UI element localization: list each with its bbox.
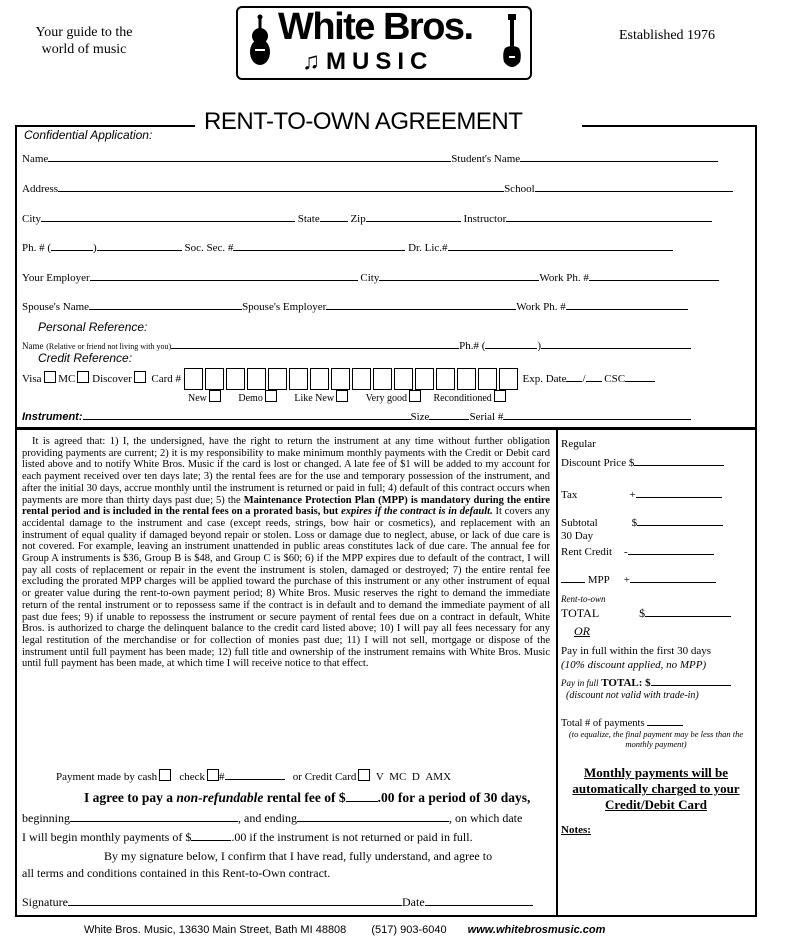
serial-field[interactable] xyxy=(503,408,691,420)
tax-row xyxy=(561,486,722,501)
csc-field[interactable] xyxy=(625,370,655,382)
tagline-line2: world of music xyxy=(41,42,127,57)
confidential-heading: Confidential Application: xyxy=(24,128,153,142)
num-payments-field[interactable] xyxy=(647,714,683,726)
payment-method-row xyxy=(56,768,451,783)
agree-text-c: rental fee of $ xyxy=(263,790,346,805)
spouse-work-ph-field[interactable] xyxy=(566,298,688,310)
card-digit[interactable] xyxy=(184,368,203,390)
tax-field[interactable] xyxy=(636,486,722,498)
student-name-field[interactable] xyxy=(520,150,718,162)
card-digit[interactable] xyxy=(394,368,413,390)
pif-total-row xyxy=(561,674,731,689)
label-notes: Notes: xyxy=(561,824,591,836)
label-amx: AMX xyxy=(425,771,452,783)
label-spouse-employer: Spouse's Employer xyxy=(242,301,327,313)
label-instructor: Instructor xyxy=(463,213,507,225)
tax-plus: + xyxy=(629,489,636,501)
mc-checkbox[interactable] xyxy=(77,371,89,383)
mpp-field[interactable] xyxy=(630,571,716,583)
label-num-payments: Total # of payments xyxy=(561,718,645,729)
card-digit[interactable] xyxy=(205,368,224,390)
signature-row xyxy=(22,894,533,910)
label-name: Name xyxy=(22,153,49,165)
footer-address: White Bros. Music, 13630 Main Street, Bath MI 48808 xyxy=(84,924,347,936)
label-student-name: Student's Name xyxy=(451,153,521,165)
row-name xyxy=(22,150,718,165)
very-good-checkbox[interactable] xyxy=(409,390,421,402)
credit-reference-heading: Credit Reference: xyxy=(38,351,133,365)
signature-intro-2: all terms and conditions contained in this Rent-to-Own contract. xyxy=(22,866,331,880)
label-phone: Ph. # ( xyxy=(22,242,52,254)
card-digit[interactable] xyxy=(289,368,308,390)
monthly-cents: .00 xyxy=(231,830,247,844)
cash-checkbox[interactable] xyxy=(159,769,171,781)
pif-discount: (10% discount applied, no MPP) xyxy=(561,659,707,671)
label-ref-ph-close: ) xyxy=(537,340,542,352)
card-digit[interactable] xyxy=(478,368,497,390)
notes-area[interactable] xyxy=(600,824,750,910)
label-soc-sec: Soc. Sec. # xyxy=(184,242,234,254)
rent-credit-field[interactable] xyxy=(628,543,714,555)
check-checkbox[interactable] xyxy=(207,769,219,781)
phone-area-field[interactable] xyxy=(51,239,93,251)
agree-text-d: for a period of 30 days, xyxy=(394,790,531,805)
label-pay-mc: MC xyxy=(389,771,407,783)
label-pif-total: TOTAL: $ xyxy=(601,677,651,689)
check-number-field[interactable] xyxy=(225,768,285,780)
monthly-row xyxy=(22,829,473,845)
label-card: Card # xyxy=(151,373,181,385)
signature-field[interactable] xyxy=(68,894,402,906)
rto-total-row xyxy=(561,605,731,621)
label-csc: CSC xyxy=(604,373,626,385)
label-signature: Signature xyxy=(22,895,68,909)
auto-charge-line1: Monthly payments will be xyxy=(583,765,729,780)
label-total: TOTAL xyxy=(561,606,600,620)
mpp-row xyxy=(561,571,716,586)
personal-reference-heading: Personal Reference: xyxy=(38,320,148,334)
label-ref-name: Name xyxy=(22,341,44,351)
label-subtotal: Subtotal xyxy=(561,517,598,529)
label-city: City xyxy=(22,213,41,225)
terms-expires-text: expires if the contract is in default. xyxy=(341,506,493,518)
card-digit[interactable] xyxy=(247,368,266,390)
equalize-note: (to equalize, the final payment may be less than the monthly payment) xyxy=(568,729,744,749)
label-dr-lic: Dr. Lic.# xyxy=(408,242,448,254)
label-discount-price: Discount Price xyxy=(561,457,627,469)
address-field[interactable] xyxy=(58,180,504,192)
label-serial: Serial # xyxy=(469,411,504,423)
column-divider xyxy=(556,429,558,915)
form-title: RENT-TO-OWN AGREEMENT xyxy=(204,108,523,135)
card-digit[interactable] xyxy=(310,368,329,390)
state-field[interactable] xyxy=(320,210,348,222)
subtotal-field[interactable] xyxy=(637,514,723,526)
dr-lic-field[interactable] xyxy=(448,239,673,251)
footer-phone: (517) 903-6040 xyxy=(371,924,447,936)
terms-paragraph xyxy=(22,436,550,670)
name-field[interactable] xyxy=(48,150,451,162)
agree-amount-cents: .00 xyxy=(377,790,395,805)
school-field[interactable] xyxy=(535,180,733,192)
label-regular: Regular xyxy=(561,438,596,450)
label-mpp: MPP xyxy=(587,574,610,586)
exp-year-field[interactable] xyxy=(586,370,602,382)
card-digit[interactable] xyxy=(226,368,245,390)
new-checkbox[interactable] xyxy=(209,390,221,402)
rental-fee-field[interactable] xyxy=(346,788,378,802)
label-date: Date xyxy=(402,895,425,909)
spouse-employer-field[interactable] xyxy=(326,298,516,310)
ending-date-field[interactable] xyxy=(297,810,449,822)
mpp-plus: + xyxy=(623,574,630,586)
row-address xyxy=(22,180,733,195)
label-reconditioned: Reconditioned xyxy=(433,393,492,404)
tagline xyxy=(24,24,144,58)
card-number-boxes xyxy=(184,373,520,385)
row-city xyxy=(22,210,712,225)
visa-checkbox[interactable] xyxy=(44,371,56,383)
rent-credit-row xyxy=(561,543,714,558)
label-mc: MC xyxy=(58,373,76,385)
label-tax: Tax xyxy=(561,489,578,501)
card-digit[interactable] xyxy=(268,368,287,390)
tagline-line1: Your guide to the xyxy=(35,25,133,40)
label-employer-city: City xyxy=(360,272,380,284)
label-d: D xyxy=(411,771,420,783)
card-digit[interactable] xyxy=(499,368,518,390)
ref-name-field[interactable] xyxy=(171,337,459,349)
monthly-payment-field[interactable] xyxy=(191,829,231,841)
beginning-date-field[interactable] xyxy=(70,810,238,822)
label-check-hash: # xyxy=(219,771,225,783)
total-dollar: $ xyxy=(639,606,646,620)
signature-intro: By my signature below, I confirm that I have read, fully understand, and agree to xyxy=(104,849,493,863)
music-notes-icon: ♫ xyxy=(302,48,326,75)
discount-price-field[interactable] xyxy=(634,454,724,466)
label-check: check xyxy=(179,771,206,783)
label-or: OR xyxy=(574,624,590,638)
agree-nonrefundable: non-refundable xyxy=(176,790,264,805)
instrument-field[interactable] xyxy=(83,408,411,420)
exp-month-field[interactable] xyxy=(566,370,582,382)
label-pay-in-full: Pay in full xyxy=(561,678,599,688)
label-zip: Zip xyxy=(350,213,366,225)
label-discover: Discover xyxy=(92,373,132,385)
guitar-icon xyxy=(500,14,524,72)
discount-price-row xyxy=(561,454,724,469)
employer-city-field[interactable] xyxy=(379,269,539,281)
label-payment-made: Payment made by cash xyxy=(56,771,158,783)
employer-field[interactable] xyxy=(90,269,358,281)
agree-row xyxy=(84,788,530,806)
label-phone-close: ) xyxy=(93,242,97,254)
label-30-day: 30 Day xyxy=(561,530,594,542)
row-instrument xyxy=(22,408,691,423)
auto-charge-line3: Credit/Debit Card xyxy=(605,797,707,812)
rto-total-field[interactable] xyxy=(645,605,731,617)
period-row xyxy=(22,810,522,826)
label-on-which: , on which date xyxy=(449,811,523,825)
card-digit[interactable] xyxy=(352,368,371,390)
label-rent-to-own: Rent-to-own xyxy=(561,594,606,604)
zip-field[interactable] xyxy=(366,210,461,222)
label-school: School xyxy=(504,183,535,195)
discount-dollar: $ xyxy=(628,457,635,469)
soc-sec-field[interactable] xyxy=(233,239,405,251)
like-new-checkbox[interactable] xyxy=(336,390,348,402)
label-spouse-name: Spouse's Name xyxy=(22,301,90,313)
section-divider xyxy=(15,427,755,430)
row-spouse xyxy=(22,298,688,313)
label-and-ending: , and ending xyxy=(238,811,297,825)
logo-name: White Bros. xyxy=(278,6,473,48)
num-payments-row xyxy=(561,714,683,729)
agree-text-a: I agree to pay a xyxy=(84,790,177,805)
rent-credit-minus: - xyxy=(624,546,628,558)
label-like-new: Like New xyxy=(294,393,335,404)
terms-text-2: It covers any accidental damage to the instrument and case (except reeds, strings, bow hair or cosmetics), and replacement with an instrument of equal quality if damaged beyond repair or stolen. Loss or damage due to neglect, abuse, or lack of due care is not covered. For example, leaving an instrument unattended in public areas constitutes lack of due care. The annual fee for Group A instruments is $36, Group B is $48, and Group C is $60; 6) if the MPP expires due to default of the contract, I will pay all costs of replacement or repair in the event the instrument is stolen, damaged or destroyed; 7) the entire rental fee excluding the prorated MPP charges will be applied toward the purchase of this instrument or any other instrument of equal or greater value during the rent-to-own payment period; 8) White Bros. Music reserves the right to demand the immediate return of the rental instrument or to repossess same if the contract is in default and to demand the immediate payment of all past due fees; 9) if unable to repossess the instrument or secure payment of rental fees due on a contract in default, White Bros. is authorized to charge the delinquent balance to the credit card listed above; 10) I will pay all fees necessary for any legal restitution of the merchandise or for collection of monies past due; 11) I will not sell, mortgage or dispose of the instrument until full payment has been made; 12) full title and ownership of the instrument remains with White Bros. Music until full payment has been made, at which time I will receive notice to that effect. xyxy=(22,506,551,670)
card-digit[interactable] xyxy=(331,368,350,390)
title-rule-left xyxy=(15,125,195,127)
reconditioned-checkbox[interactable] xyxy=(494,390,506,402)
terms-mpp-text: Maintenance Protection Plan (MPP) is mandatory during the entire rental period and is included in the rental fees on a prorated basis, but xyxy=(22,494,551,518)
label-visa: Visa xyxy=(22,373,42,385)
label-rent-credit: Rent Credit xyxy=(561,546,613,558)
terms-text-1: It is agreed that: 1) I, the undersigned, have the right to return the instrument at any time without further obligation providing payments are current; 2) it is my responsibility to make minimum monthly payments with the Credit or Debit card listed above and to notify White Bros. Music if the card is lost or changed. A late fee of $1 will be added to my account for each payment received over ten days late; 3) the rental fees are for the use and temporary possession of the instrument, and after the initial 30 days, accrue monthly until the instrument is returned or paid in full; 4) default of this contract occurs when payments are more than thirty days past due; 5) the xyxy=(22,436,550,506)
label-monthly-a: I will begin monthly payments of $ xyxy=(22,830,192,844)
label-exp: Exp. Date xyxy=(522,373,567,385)
label-or-credit: or Credit Card xyxy=(292,771,357,783)
label-employer: Your Employer xyxy=(22,272,90,284)
label-monthly-b: if the instrument is not returned or paid in full. xyxy=(246,830,473,844)
label-spouse-work-ph: Work Ph. # xyxy=(516,301,566,313)
row-card xyxy=(22,368,655,390)
row-employer xyxy=(22,269,719,284)
mpp-group-field[interactable] xyxy=(561,571,585,583)
condition-row xyxy=(188,390,506,404)
violin-icon xyxy=(246,14,274,72)
row-reference xyxy=(22,337,691,352)
label-work-ph: Work Ph. # xyxy=(539,272,589,284)
exp-separator: / xyxy=(582,373,586,385)
pif-note: (discount not valid with trade-in) xyxy=(566,690,699,701)
label-address: Address xyxy=(22,183,59,195)
label-very-good: Very good xyxy=(365,393,407,404)
subtotal-row xyxy=(561,514,723,529)
label-beginning: beginning xyxy=(22,811,70,825)
card-digit[interactable] xyxy=(415,368,434,390)
title-rule-right xyxy=(582,125,755,127)
credit-card-checkbox[interactable] xyxy=(358,769,370,781)
date-field[interactable] xyxy=(425,894,533,906)
pif-title: Pay in full within the first 30 days xyxy=(561,645,712,657)
label-instrument: Instrument: xyxy=(22,411,83,423)
city-field[interactable] xyxy=(41,210,295,222)
demo-checkbox[interactable] xyxy=(265,390,277,402)
ref-ph-field[interactable] xyxy=(541,337,691,349)
label-ref-ph: Ph.# ( xyxy=(459,340,486,352)
card-digit[interactable] xyxy=(436,368,455,390)
card-digit[interactable] xyxy=(373,368,392,390)
label-size: Size xyxy=(410,411,430,423)
discover-checkbox[interactable] xyxy=(134,371,146,383)
auto-charge-line2: automatically charged to your xyxy=(572,781,740,796)
label-ref-note: (Relative or friend not living with you) xyxy=(46,342,172,351)
auto-charge-notice xyxy=(561,765,751,813)
pif-total-field[interactable] xyxy=(651,674,731,686)
card-digit[interactable] xyxy=(457,368,476,390)
spouse-name-field[interactable] xyxy=(89,298,242,310)
footer xyxy=(84,924,605,936)
subtotal-dollar: $ xyxy=(631,517,638,529)
phone-field[interactable] xyxy=(97,239,182,251)
label-new: New xyxy=(188,393,207,404)
established: Established 1976 xyxy=(619,28,716,43)
size-field[interactable] xyxy=(429,408,469,420)
footer-website[interactable]: www.whitebrosmusic.com xyxy=(467,924,606,936)
work-ph-field[interactable] xyxy=(589,269,719,281)
instructor-field[interactable] xyxy=(506,210,712,222)
logo-sub: ♫MUSIC xyxy=(302,48,434,75)
label-demo: Demo xyxy=(238,393,263,404)
row-phone xyxy=(22,239,673,254)
ref-ph-area-field[interactable] xyxy=(485,337,537,349)
label-v: V xyxy=(375,771,384,783)
label-state: State xyxy=(297,213,320,225)
logo xyxy=(236,6,532,80)
